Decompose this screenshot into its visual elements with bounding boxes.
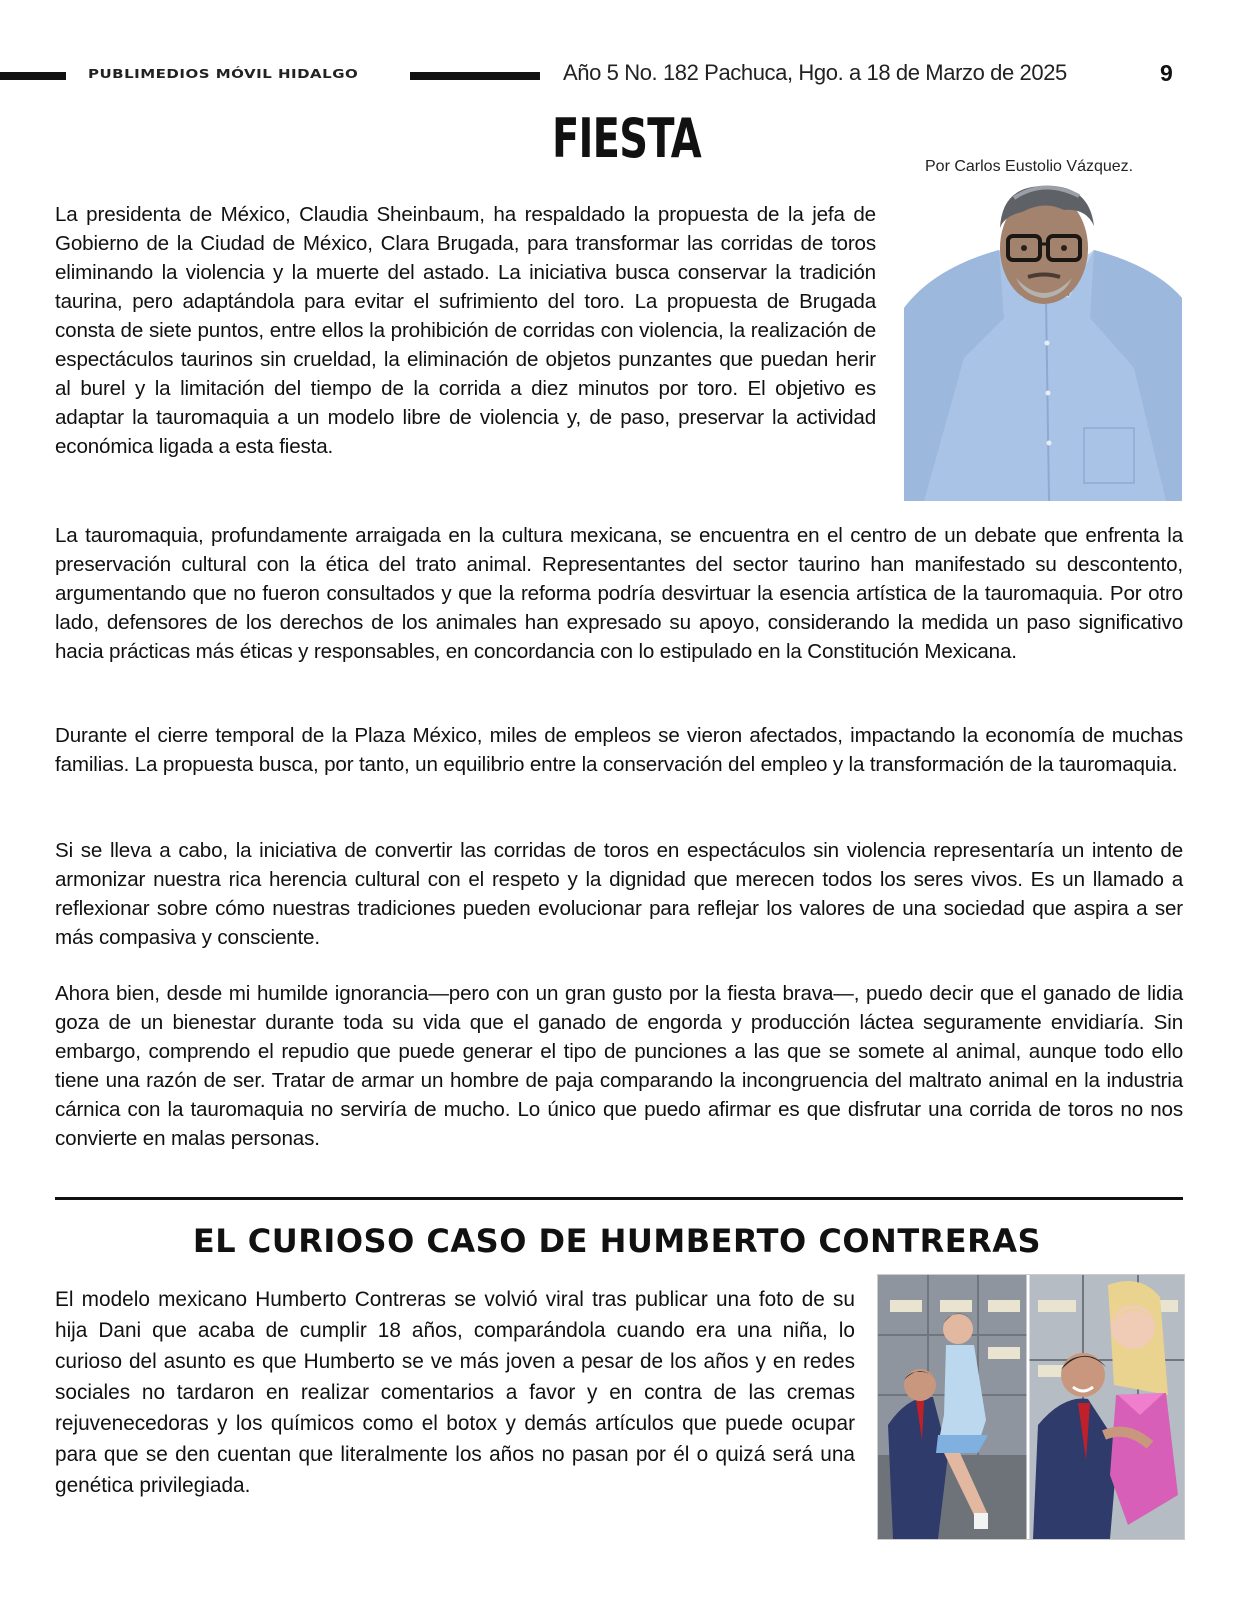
header-rule-left xyxy=(0,72,66,80)
author-photo xyxy=(904,178,1182,501)
section-divider xyxy=(55,1197,1183,1200)
issue-line: Año 5 No. 182 Pachuca, Hgo. a 18 de Marzo de 2025 xyxy=(563,60,1067,85)
byline: Por Carlos Eustolio Vázquez. xyxy=(925,158,1134,175)
article-title: FIESTA xyxy=(552,107,701,170)
masthead: PUBLIMEDIOS MÓVIL HIDALGO xyxy=(88,66,359,82)
article-paragraph: Ahora bien, desde mi humilde ignorancia—pero con un gran gusto por la fiesta brava—, puedo decir que el ganado de lidia goza de un bienestar durante toda su vida que el ganado de engorda y producción láctea seguramente envidiaría. Sin embargo, comprendo el repudio que puede generar el tipo de punciones a las que se somete al animal, aunque todo ello tiene una razón de ser. Tratar de armar un hombre de paja comparando la incongruencia del maltrato animal en la industria cárnica con la tauromaquia no serviría de mucho. Lo único que puedo afirmar es que disfrutar una corrida de toros no nos convierte en malas personas. xyxy=(55,982,1183,1150)
article-paragraph: La presidenta de México, Claudia Sheinbaum, ha respaldado la propuesta de la jefa de Gobierno de la Ciudad de México, Clara Brugada, para transformar las corridas de toros eliminando la violencia y la muerte del astado. La iniciativa busca conservar la tradición taurina, pero adaptándola para evitar el sufrimiento del toro. La propuesta de Brugada consta de siete puntos, entre ellos la prohibición de corridas con violencia, la realización de espectáculos taurinos sin crueldad, la eliminación de objetos punzantes que puedan herir al burel y la limitación del tiempo de la corrida a diez minutos por toro. El objetivo es adaptar la tauromaquia a un modelo libre de violencia y, de paso, preservar la actividad económica ligada a esta fiesta. xyxy=(55,203,876,458)
story-photo xyxy=(877,1274,1185,1540)
article-paragraph: El modelo mexicano Humberto Contreras se volvió viral tras publicar una foto de su hija Dani que acaba de cumplir 18 años, comparándola cuando era una niña, lo curioso del asunto es que Humberto se ve más joven a pesar de los años y en redes sociales no tardaron en realizar comentarios a favor y en contra de las cremas rejuvenecedoras y los químicos como el botox y demás artículos que puede ocupar para que se den cuentan que literalmente los años no pasan por él o quizá será una genética privilegiada. xyxy=(55,1288,855,1497)
article-paragraph: Si se lleva a cabo, la iniciativa de convertir las corridas de toros en espectáculos sin violencia representaría un intento de armonizar nuestra rica herencia cultural con el respeto y la dignidad que merecen todos los seres vivos. Es un llamado a reflexionar sobre cómo nuestras tradiciones pueden evolucionar para reflejar los valores de una sociedad que aspira a ser más compasiva y consciente. xyxy=(55,839,1183,949)
article-paragraph: La tauromaquia, profundamente arraigada en la cultura mexicana, se encuentra en el centro de un debate que enfrenta la preservación cultural con la ética del trato animal. Representantes del sector taurino han manifestado su descontento, argumentando que no fueron consultados y que la reforma podría desvirtuar la esencia artística de la tauromaquia. Por otro lado, defensores de los derechos de los animales han expresado su apoyo, considerando la medida un paso significativo hacia prácticas más éticas y responsables, en concordancia con lo estipulado en la Constitución Mexicana. xyxy=(55,524,1183,663)
article-paragraph: Durante el cierre temporal de la Plaza México, miles de empleos se vieron afectados, impactando la economía de muchas familias. La propuesta busca, por tanto, un equilibrio entre la conservación del empleo y la transformación de la tauromaquia. xyxy=(55,724,1183,776)
article-title: EL CURIOSO CASO DE HUMBERTO CONTRERAS xyxy=(192,1222,1042,1260)
page-number: 9 xyxy=(1160,60,1173,86)
header-rule-middle xyxy=(410,72,540,80)
